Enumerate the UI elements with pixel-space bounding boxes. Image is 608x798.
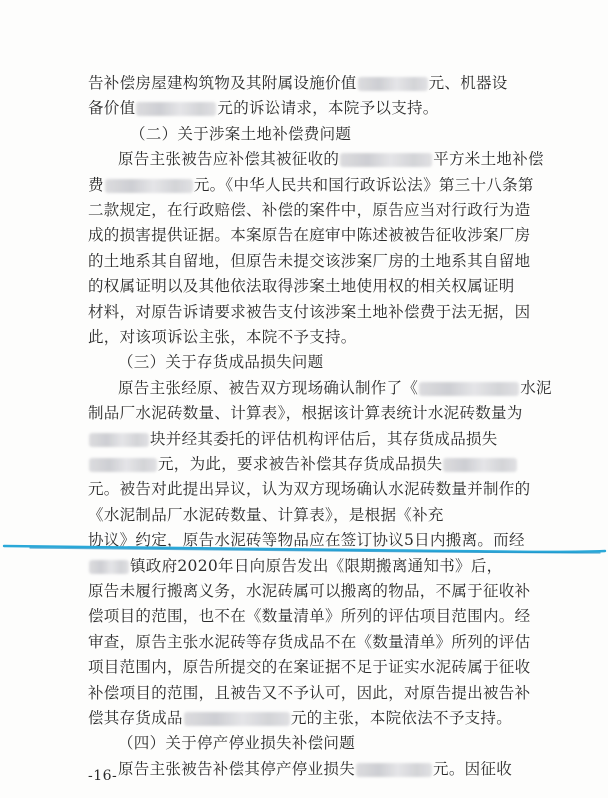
text-segment: 元。被告对此提出异议，认为双方现场确认水泥砖数量并制作的 xyxy=(88,480,531,498)
text-segment: 项目范围内，原告所提交的在案证据不足于证实水泥砖属于征收 xyxy=(88,658,531,676)
text-line xyxy=(88,326,357,348)
redacted-value xyxy=(443,458,517,472)
redacted-value xyxy=(89,458,157,472)
redacted-value xyxy=(356,763,432,777)
text-line xyxy=(88,478,530,500)
text-segment: 审查，原告主张水泥砖等存货成品不在《数量清单》所列的评估 xyxy=(88,633,531,651)
text-line xyxy=(88,605,530,627)
text-segment: 偿其存货成品 xyxy=(88,709,183,727)
text-line xyxy=(88,631,530,653)
text-segment: 费 xyxy=(88,176,104,194)
text-segment: 此，对该项诉讼主张，本院不予支持。 xyxy=(88,328,357,346)
text-segment: 元。《中华人民共和国行政诉讼法》第三十八条第 xyxy=(193,176,534,194)
redacted-value xyxy=(136,102,216,116)
redacted-value xyxy=(419,382,519,396)
text-segment: 元、机器设 xyxy=(428,74,508,92)
text-line xyxy=(88,97,439,119)
text-segment: 元，为此，要求被告补偿其存货成品损失 xyxy=(158,455,443,473)
text-line xyxy=(88,402,523,424)
text-segment: 材料，对原告诉请要求被告支付该涉案土地补偿费于法无据，因 xyxy=(88,303,531,321)
text-line xyxy=(88,555,502,577)
text-line xyxy=(88,301,530,323)
redacted-value xyxy=(89,433,149,447)
text-segment: 原告主张被告应补偿其被征收的 xyxy=(118,150,340,168)
page-number: -16- xyxy=(88,768,118,784)
text-segment: （二）关于涉案土地补偿费问题 xyxy=(130,125,352,143)
text-segment: 补偿项目的范围，且被告又不予认可，因此，对原告提出被告补 xyxy=(88,684,531,702)
text-segment: 元的诉讼请求，本院予以支持。 xyxy=(217,99,439,117)
text-segment: 《 xyxy=(88,506,104,524)
text-segment: 镇政府2020年 xyxy=(130,557,234,575)
text-segment: 成的损害提供证据。本案原告在庭审中陈述被被告征收涉案厂房 xyxy=(88,226,531,244)
text-line xyxy=(88,428,498,450)
text-line xyxy=(88,682,530,704)
text-line xyxy=(88,656,530,678)
text-segment: 二款规定，在行政赔偿、补偿的案件中，原告应当对行政行为造 xyxy=(88,201,531,219)
text-segment: 协议》约定，原告水泥砖等物品应在签订协议5日内搬离。而经 xyxy=(88,531,525,549)
text-line xyxy=(88,504,444,526)
text-segment: 的土地系其自留地，但原告未提交该涉案厂房的土地系其自留地 xyxy=(88,252,531,270)
text-segment: 的权属证明以及其他依法取得涉案土地使用权的相关权属证明 xyxy=(88,277,515,295)
text-line xyxy=(118,758,512,780)
text-segment: 原告主张经原、被告双方现场确认制作了《 xyxy=(118,379,419,397)
text-line xyxy=(88,250,530,272)
text-line xyxy=(88,199,530,221)
text-line xyxy=(118,377,552,399)
text-segment: 水泥制品厂水泥砖数量、计算表》，是根据《补充 xyxy=(103,506,444,524)
text-line xyxy=(118,732,355,754)
text-line xyxy=(88,275,515,297)
redacted-value xyxy=(105,179,193,193)
text-line xyxy=(88,580,530,602)
redacted-value xyxy=(89,560,129,574)
text-segment: 水泥 xyxy=(520,379,552,397)
text-line xyxy=(118,351,323,373)
text-segment: 告补偿房屋建构筑物及其附属设施价值 xyxy=(88,74,357,92)
text-line xyxy=(88,529,525,551)
text-segment: 日向原告发出《限期搬离通知书》后， xyxy=(233,557,503,575)
text-segment: 块并经其委托的评估机构评估后，其存货成品损失 xyxy=(150,430,498,448)
text-segment: 偿项目的范围，也不在《数量清单》所列的评估项目范围内。经 xyxy=(88,607,531,625)
text-line xyxy=(88,174,534,196)
text-segment: 元。因征收 xyxy=(433,760,513,778)
text-line xyxy=(88,707,512,729)
redacted-value xyxy=(358,77,428,91)
redacted-value xyxy=(340,153,432,167)
text-line xyxy=(130,123,351,145)
text-segment: 原告主张被告补偿其停产停业损失 xyxy=(118,760,356,778)
text-line xyxy=(88,453,518,475)
redacted-value xyxy=(184,712,290,726)
text-segment: 平方米土地补偿 xyxy=(433,150,544,168)
text-segment: 制品厂水泥砖数量、计算表》，根据该计算表统计水泥砖数量为 xyxy=(88,404,523,422)
text-line xyxy=(118,148,544,170)
text-segment: （三）关于存货成品损失问题 xyxy=(118,353,324,371)
text-line xyxy=(88,224,530,246)
text-segment: （四）关于停产停业损失补偿问题 xyxy=(118,734,356,752)
text-segment: 备价值 xyxy=(88,99,136,117)
text-segment: 原告未履行搬离义务，水泥砖属可以搬离的物品，不属于征收补 xyxy=(88,582,531,600)
text-line xyxy=(88,72,508,94)
text-segment: 元的主张，本院依法不予支持。 xyxy=(290,709,513,727)
